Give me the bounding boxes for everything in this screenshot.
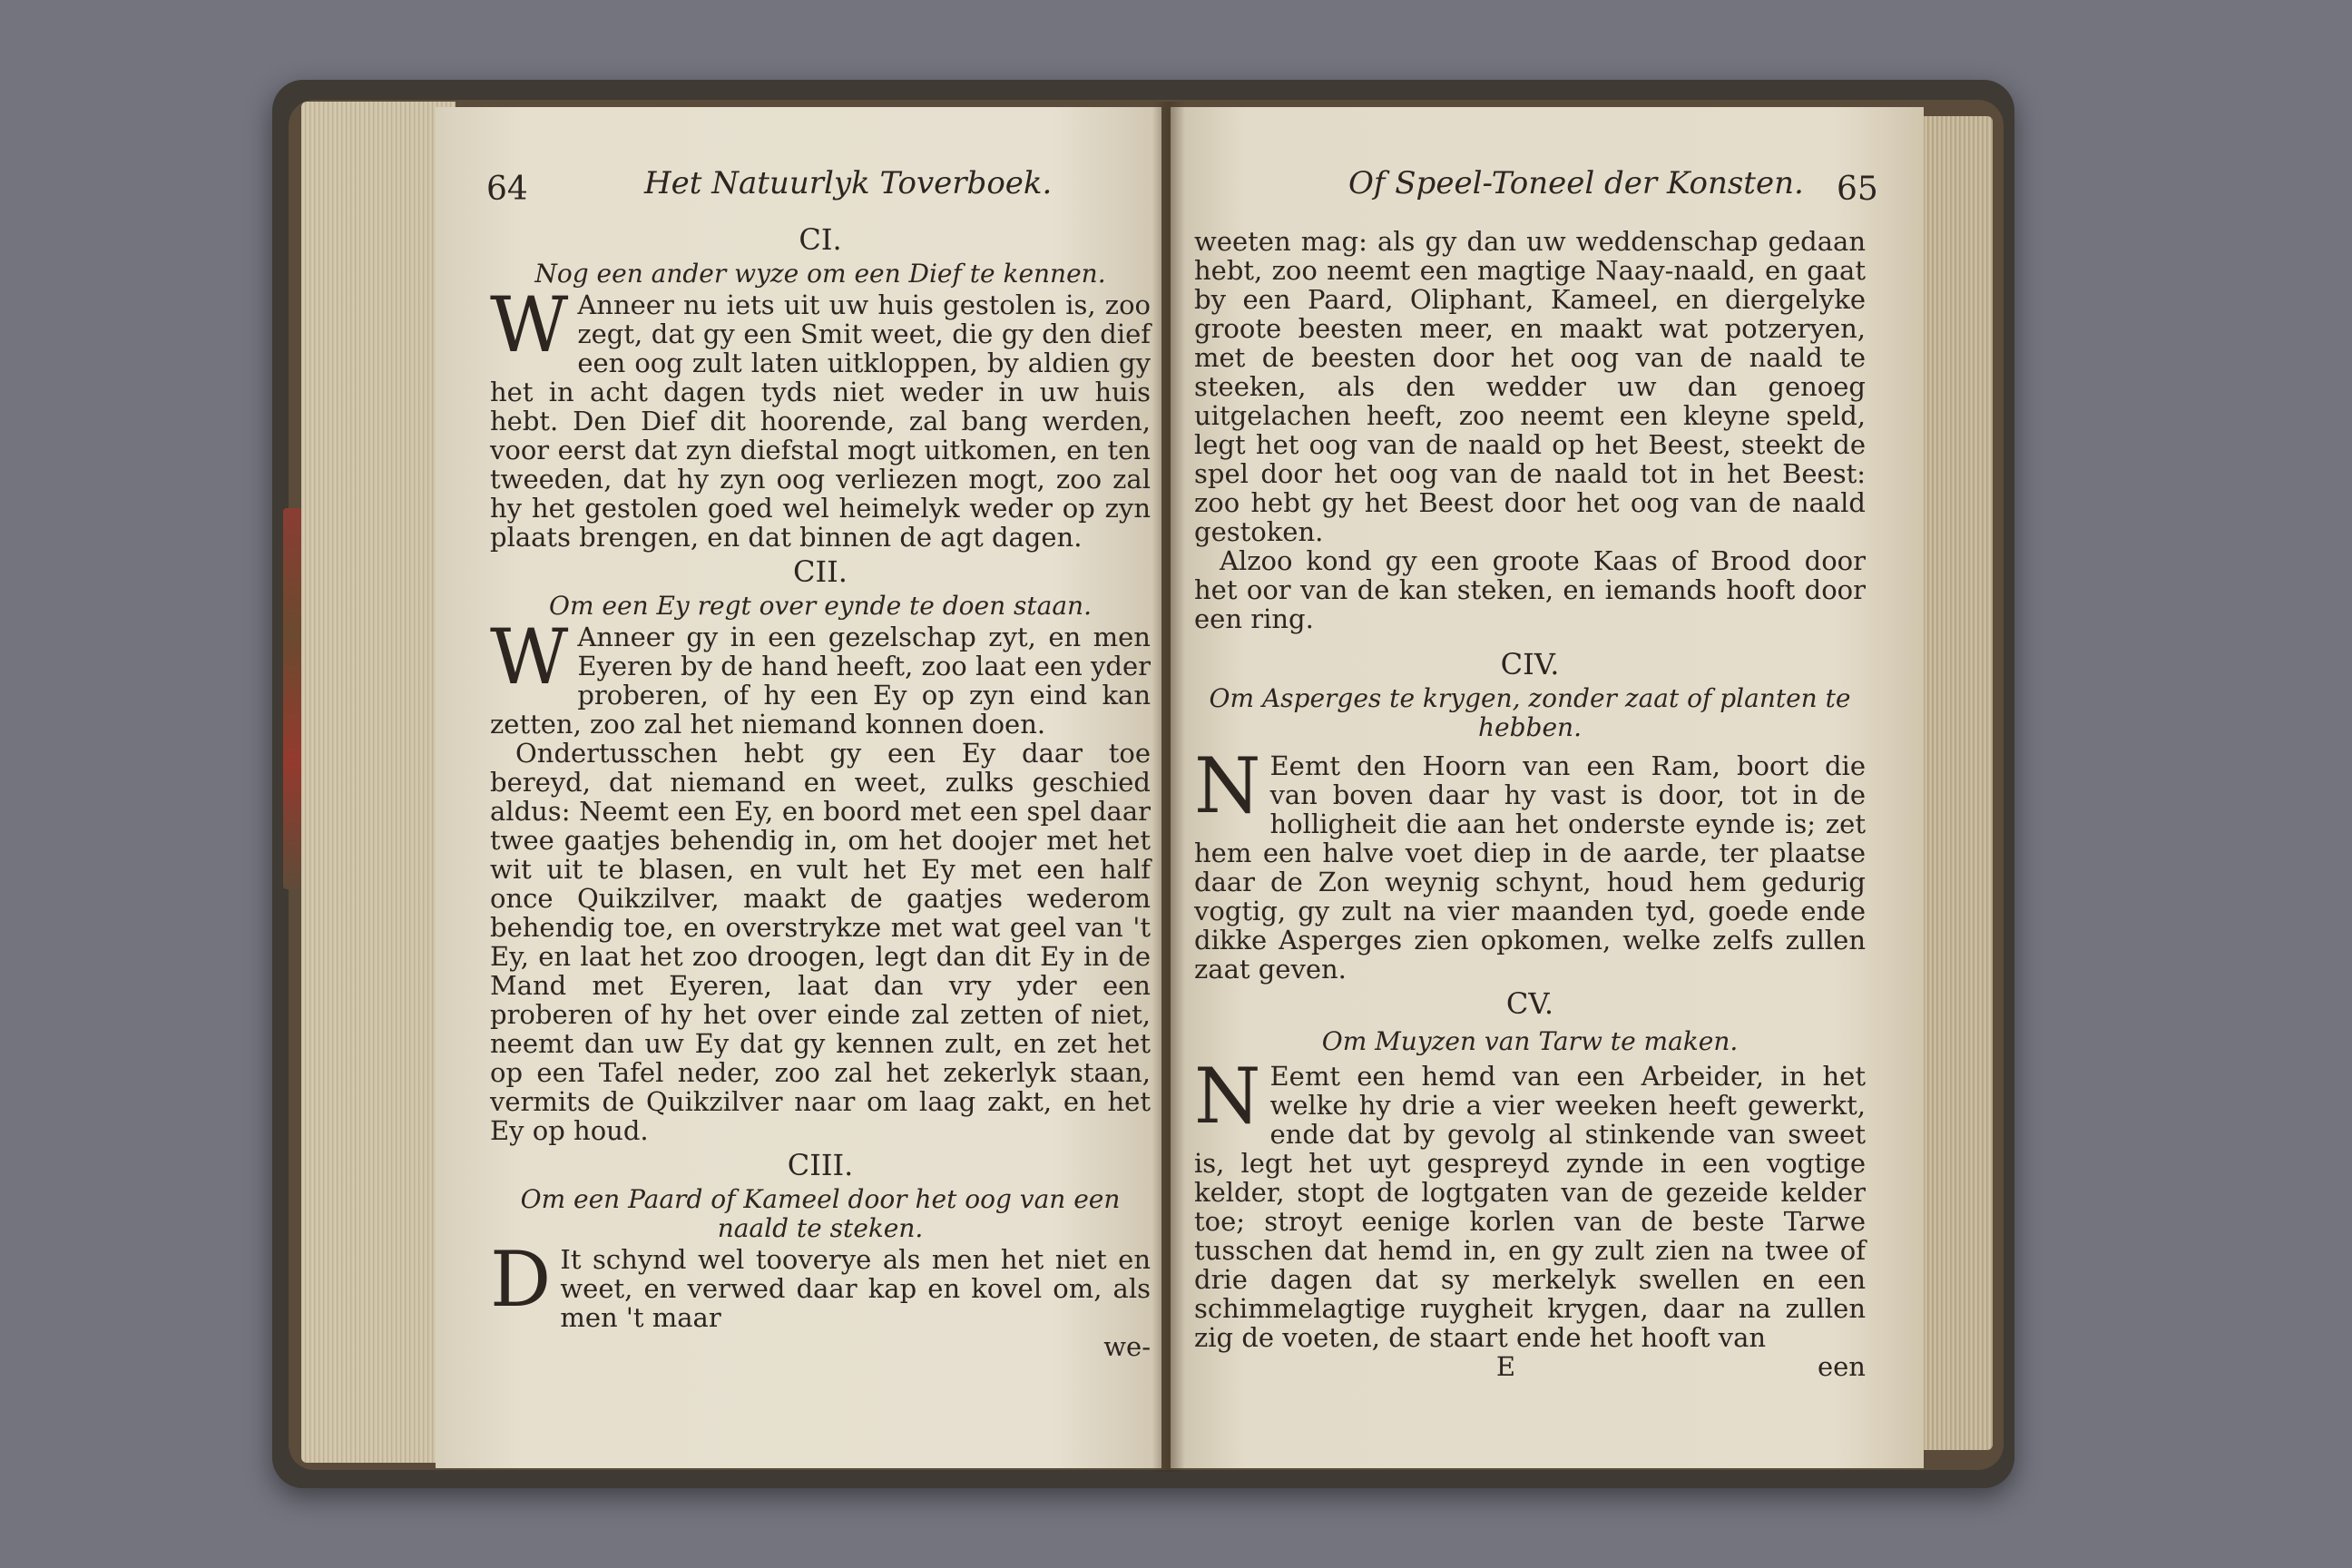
paragraph-text: Alzoo kond gy een groote Kaas of Brood door het oor van de kan steken, en iemands hooft door een ring. <box>1194 545 1866 634</box>
dropcap: N <box>1194 741 1261 830</box>
dropcap: D <box>490 1235 552 1324</box>
section-title: Om een Ey regt over eynde te doen staan. <box>549 591 1092 621</box>
left-running-header: Het Natuurlyk Toverboek. <box>644 165 1053 201</box>
paragraph <box>1194 1052 1866 1353</box>
section-title: Om Muyzen van Tarw te maken. <box>1321 1026 1739 1056</box>
paragraph <box>490 612 1151 740</box>
section-number: CV. <box>1505 986 1554 1021</box>
catchword: we- <box>1103 1331 1151 1362</box>
section-number: CIII. <box>787 1148 854 1182</box>
catch-line <box>1194 1352 1866 1381</box>
section-title: Om een Paard of Kameel door het oog van een naald te steken. <box>520 1184 1121 1243</box>
paragraph-text: Eemt den Hoorn van een Ram, boort die van boven daar hy vast is door, tot in de holligheit die aan het onderste eynde is; zet hem een halve voet diep in de aarde, ter plaatse daar de Zon weynig schynt, houd hem gedurig vogtig, gy zult na vier maanden tyd, goede ende dikke Asperges zien opkomen, welke zelfs zullen zaat geven. <box>1194 750 1866 985</box>
left-page-edges <box>301 102 456 1463</box>
paragraph <box>490 280 1151 553</box>
left-page-number: 64 <box>486 171 528 208</box>
paragraph <box>490 1235 1151 1333</box>
right-page-text <box>1194 227 1866 1381</box>
paragraph <box>1194 741 1866 985</box>
dropcap: W <box>490 280 569 369</box>
section-title: Nog een ander wyze om een Dief te kennen. <box>534 259 1106 289</box>
signature-mark: E <box>1495 1351 1516 1382</box>
catchword: een <box>1817 1351 1866 1382</box>
paragraph-text: Anneer nu iets uit uw huis gestolen is, zoo zegt, dat gy een Smit weet, die gy den dief een oog zult laten uitkloppen, by aldien gy het in acht dagen tyds niet weder in uw huis hebt. Den Dief dit hoorende, zal bang werden, voor eerst dat zyn diefstal mogt uitkomen, en ten tweeden, dat hy zyn oog verliezen mogt, zoo zal hy het gestolen goed wel heimelyk weder op zyn plaats brengen, en dat binnen de agt dagen. <box>490 289 1151 553</box>
right-page-number: 65 <box>1837 171 1878 208</box>
left-page-text <box>490 220 1151 1361</box>
dropcap: W <box>490 612 569 701</box>
section-number: CIV. <box>1500 647 1560 681</box>
section-number: CII. <box>793 554 848 589</box>
paragraph-text: It schynd wel tooverye als men het niet en weet, en verwed daar kap en kovel om, als men 't maar <box>560 1244 1151 1333</box>
section-number: CI. <box>799 222 842 257</box>
paragraph-text: weeten mag: als gy dan uw weddenschap gedaan hebt, zoo neemt een magtige Naay-naald, en gaat by een Paard, Oliphant, Kameel, en diergelyke groote beesten meer, en maakt wat potzeryen, met de beesten door het oog van de naald te steeken, als den wedder uw dan genoeg uitgelachen heeft, zoo neemt een kleyne speld, legt het oog van de naald op het Beest, steekt de spel door het oog van de naald tot in het Beest: zoo hebt gy het Beest door het oog van de naald gestoken. <box>1194 226 1866 547</box>
paragraph-text: Anneer gy in een gezelschap zyt, en men Eyeren by de hand heeft, zoo laat een yder proberen, of hy een Ey op zyn eind kan zetten, zoo zal het niemand konnen doen. <box>490 622 1151 740</box>
catch-line <box>490 1332 1151 1361</box>
paragraph-text: Eemt een hemd van een Arbeider, in het welke hy drie a vier weeken heeft gewerkt, ende dat by gevolg al stinkende van sweet is, legt het uyt gespreyd zynde in een vogtige kelder, stopt de logtgaten van de gezeide kelder toe; stroyt eenige korlen van de beste Tarwe tusschen dat hemd in, en gy zult zien na twee of drie dagen dat sy merkelyk swellen en een schimmelagtige ruygheit krygen, daar na zullen zig de voeten, de staart ende het hooft van <box>1194 1061 1866 1353</box>
marbled-endpaper <box>283 508 303 889</box>
paragraph-text: Ondertusschen hebt gy een Ey daar toe bereyd, dat niemand en weet, zulks geschied aldus: Neemt een Ey, en boord met een spel daar twee gaatjes behendig in, om het doojer met het wit uit te blasen, en vult het Ey met een half once Quikzilver, maakt de gaatjes wederom behendig toe, en overstrykze met wat geel van 't Ey, en laat het zoo droogen, legt dan dit Ey in de Mand met Eyeren, laat dan vry yder een proberen of hy het over einde zal zetten of niet, neemt dan uw Ey dat gy kennen zult, en zet het op een Tafel neder, zoo zal het zekerlyk staan, vermits de Quikzilver naar om laag zakt, en het Ey op houd. <box>490 738 1151 1146</box>
dropcap: N <box>1194 1052 1261 1141</box>
section-title: Om Asperges te krygen, zonder zaat of planten te hebben. <box>1209 683 1851 742</box>
gutter-shadow <box>1152 102 1185 1472</box>
right-running-header: Of Speel-Toneel der Konsten. <box>1348 165 1804 201</box>
right-page-edges <box>1915 116 1993 1450</box>
